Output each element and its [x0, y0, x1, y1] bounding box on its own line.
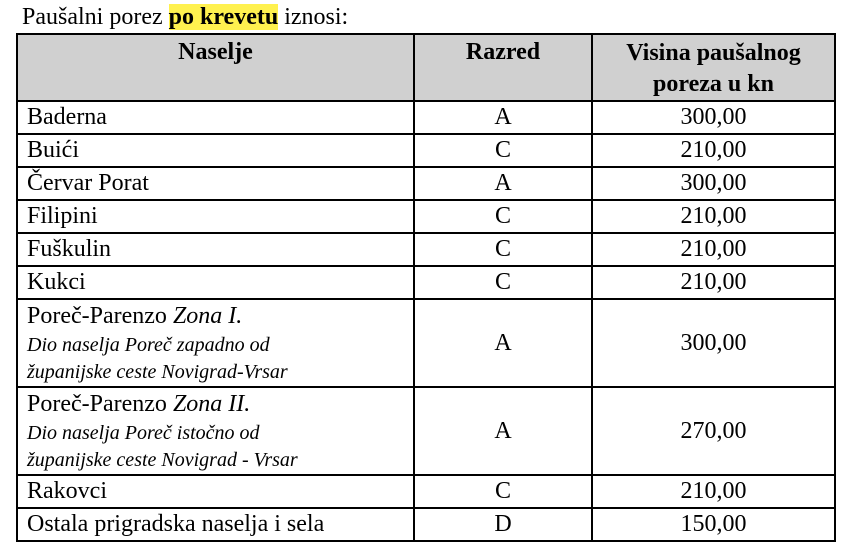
tax-class: C	[414, 200, 592, 233]
intro-text-before: Paušalni porez	[22, 4, 169, 30]
table-row	[17, 233, 835, 266]
tax-amount: 210,00	[592, 200, 835, 233]
header-class: Razred	[414, 34, 592, 101]
tax-amount: 300,00	[592, 299, 835, 387]
header-amount-line2: poreza u kn	[653, 70, 774, 97]
tax-class: A	[414, 101, 592, 134]
zone-2-name: Poreč-Parenzo	[27, 391, 173, 417]
settlement-name: Baderna	[17, 101, 414, 134]
settlement-name: Buići	[17, 134, 414, 167]
table-row	[17, 266, 835, 299]
tax-amount: 210,00	[592, 475, 835, 508]
tax-class: C	[414, 475, 592, 508]
flat-tax-table	[16, 33, 836, 542]
settlement-zone-1	[17, 299, 414, 387]
highlighted-phrase: po krevetu	[168, 4, 279, 30]
settlement-name: Červar Porat	[17, 167, 414, 200]
zone-1-note-line2: županijske ceste Novigrad-Vrsar	[27, 361, 288, 383]
settlement-name: Filipini	[17, 200, 414, 233]
header-amount	[592, 34, 835, 101]
table-row	[17, 101, 835, 134]
settlement-name: Fuškulin	[17, 233, 414, 266]
zone-2-note-line2: županijske ceste Novigrad - Vrsar	[27, 449, 298, 471]
zone-1-title	[27, 300, 413, 332]
tax-class: A	[414, 167, 592, 200]
tax-amount: 300,00	[592, 101, 835, 134]
tax-class: A	[414, 299, 592, 387]
tax-amount: 300,00	[592, 167, 835, 200]
tax-amount: 210,00	[592, 134, 835, 167]
table-row	[17, 475, 835, 508]
tax-amount: 210,00	[592, 266, 835, 299]
zone-2-note-line1: Dio naselja Poreč istočno od	[27, 422, 260, 444]
tax-amount: 210,00	[592, 233, 835, 266]
header-settlement: Naselje	[17, 34, 414, 101]
intro-sentence	[22, 3, 348, 31]
zone-1-label: Zona I.	[172, 303, 243, 329]
settlement-name: Ostala prigradska naselja i sela	[17, 508, 414, 541]
tax-class: C	[414, 233, 592, 266]
tax-amount: 270,00	[592, 387, 835, 475]
zone-1-name: Poreč-Parenzo	[27, 303, 173, 329]
tax-class: D	[414, 508, 592, 541]
tax-class: C	[414, 266, 592, 299]
tax-class: C	[414, 134, 592, 167]
table-row-zone-2	[17, 387, 835, 475]
intro-text-after: iznosi:	[278, 4, 349, 30]
table-row	[17, 508, 835, 541]
table-row	[17, 200, 835, 233]
zone-1-note-line1: Dio naselja Poreč zapadno od	[27, 334, 270, 356]
settlement-name: Kukci	[17, 266, 414, 299]
table-row-zone-1	[17, 299, 835, 387]
tax-amount: 150,00	[592, 508, 835, 541]
zone-2-title	[27, 388, 413, 420]
settlement-name: Rakovci	[17, 475, 414, 508]
table-row	[17, 134, 835, 167]
table-row	[17, 167, 835, 200]
zone-2-label: Zona II.	[172, 391, 251, 417]
header-amount-line1: Visina paušalnog	[626, 39, 801, 66]
table-header-row	[17, 34, 835, 101]
tax-class: A	[414, 387, 592, 475]
settlement-zone-2	[17, 387, 414, 475]
